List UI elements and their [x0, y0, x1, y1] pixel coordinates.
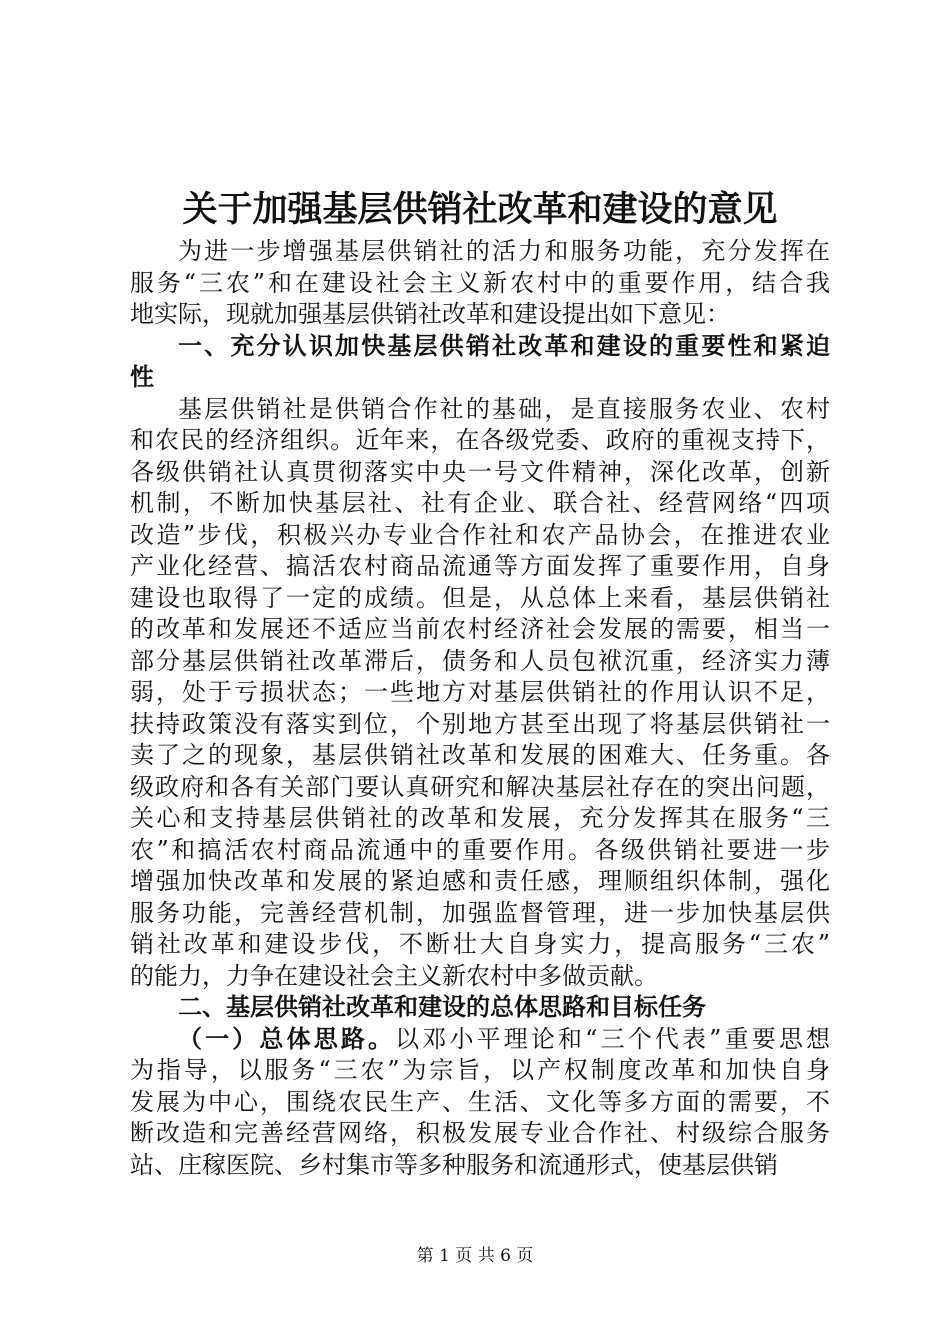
paragraph-line: 服务“三农”和在建设社会主义新农村中的重要作用，结合我	[130, 268, 830, 297]
paragraph-line: 基层供销社是供销合作社的基础，是直接服务农业、农村	[178, 394, 830, 423]
paragraph-line: 机制，不断加快基层社、社有企业、联合社、经营网络“四项	[130, 489, 830, 517]
paragraph-line: 产业化经营、搞活农村商品流通等方面发挥了重要作用，自身	[130, 552, 830, 580]
page-number-footer: 第 1 页 共 6 页	[416, 1246, 534, 1266]
paragraph-line: 销社改革和建设步伐，不断壮大自身实力，提高服务“三农”	[130, 930, 830, 958]
paragraph-line: 级政府和各有关部门要认真研究和解决基层社存在的突出问题，	[130, 772, 830, 801]
paragraph-line: 农”和搞活农村商品流通中的重要作用。各级供销社要进一步	[130, 835, 830, 864]
paragraph-line: 为进一步增强基层供销社的活力和服务功能，充分发挥在	[178, 237, 830, 265]
document-body	[130, 236, 830, 1181]
paragraph-line: 卖了之的现象，基层供销社改革和发展的困难大、任务重。各	[130, 741, 830, 769]
paragraph-line: 增强加快改革和发展的紧迫感和责任感，理顺组织体制，强化	[130, 867, 830, 895]
paragraph-line: 关心和支持基层供销社的改革和发展，充分发挥其在服务“三	[130, 804, 830, 832]
paragraph-line	[130, 1024, 830, 1056]
section-heading-line: 二、基层供销社改革和建设的总体思路和目标任务	[178, 993, 706, 1021]
paragraph-line: 的改革和发展还不适应当前农村经济社会发展的需要，相当一	[130, 615, 830, 643]
paragraph-line: 的能力，力争在建设社会主义新农村中多做贡献。	[130, 961, 658, 990]
paragraph-line: 各级供销社认真贯彻落实中央一号文件精神，深化改革，创新	[130, 457, 830, 486]
section-heading-line: 一、充分认识加快基层供销社改革和建设的重要性和紧迫	[178, 331, 830, 360]
paragraph-line: 和农民的经济组织。近年来，在各级党委、政府的重视支持下，	[130, 426, 830, 454]
paragraph-line: 为指导，以服务“三农”为宗旨，以产权制度改革和加快自身	[130, 1056, 830, 1084]
paragraph-text: 以邓小平理论和“三个代表”重要思想	[395, 1024, 830, 1053]
document-title: 关于加强基层供销社改革和建设的意见	[182, 190, 778, 230]
paragraph-line: 改造”步伐，积极兴办专业合作社和农产品协会，在推进农业	[130, 520, 830, 549]
paragraph-line: 站、庄稼医院、乡村集市等多种服务和流通形式，使基层供销	[130, 1150, 778, 1179]
paragraph-line: 服务功能，完善经营机制，加强监督管理，进一步加快基层供	[130, 898, 830, 927]
paragraph-line: 发展为中心，围绕农民生产、生活、文化等多方面的需要，不	[130, 1087, 830, 1116]
paragraph-line: 部分基层供销社改革滞后，债务和人员包袱沉重，经济实力薄	[130, 646, 830, 675]
paragraph-line: 建设也取得了一定的成绩。但是，从总体上来看，基层供销社	[130, 583, 830, 612]
paragraph-line: 断改造和完善经营网络，积极发展专业合作社、村级综合服务	[130, 1119, 830, 1147]
section-heading-line: 性	[130, 363, 154, 391]
subsection-lead: （一）总体思路。	[178, 1024, 396, 1053]
paragraph-line: 地实际，现就加强基层供销社改革和建设提出如下意见：	[130, 300, 730, 328]
paragraph-line: 弱，处于亏损状态；一些地方对基层供销社的作用认识不足，	[130, 678, 830, 706]
paragraph-line: 扶持政策没有落实到位，个别地方甚至出现了将基层供销社一	[130, 709, 830, 738]
